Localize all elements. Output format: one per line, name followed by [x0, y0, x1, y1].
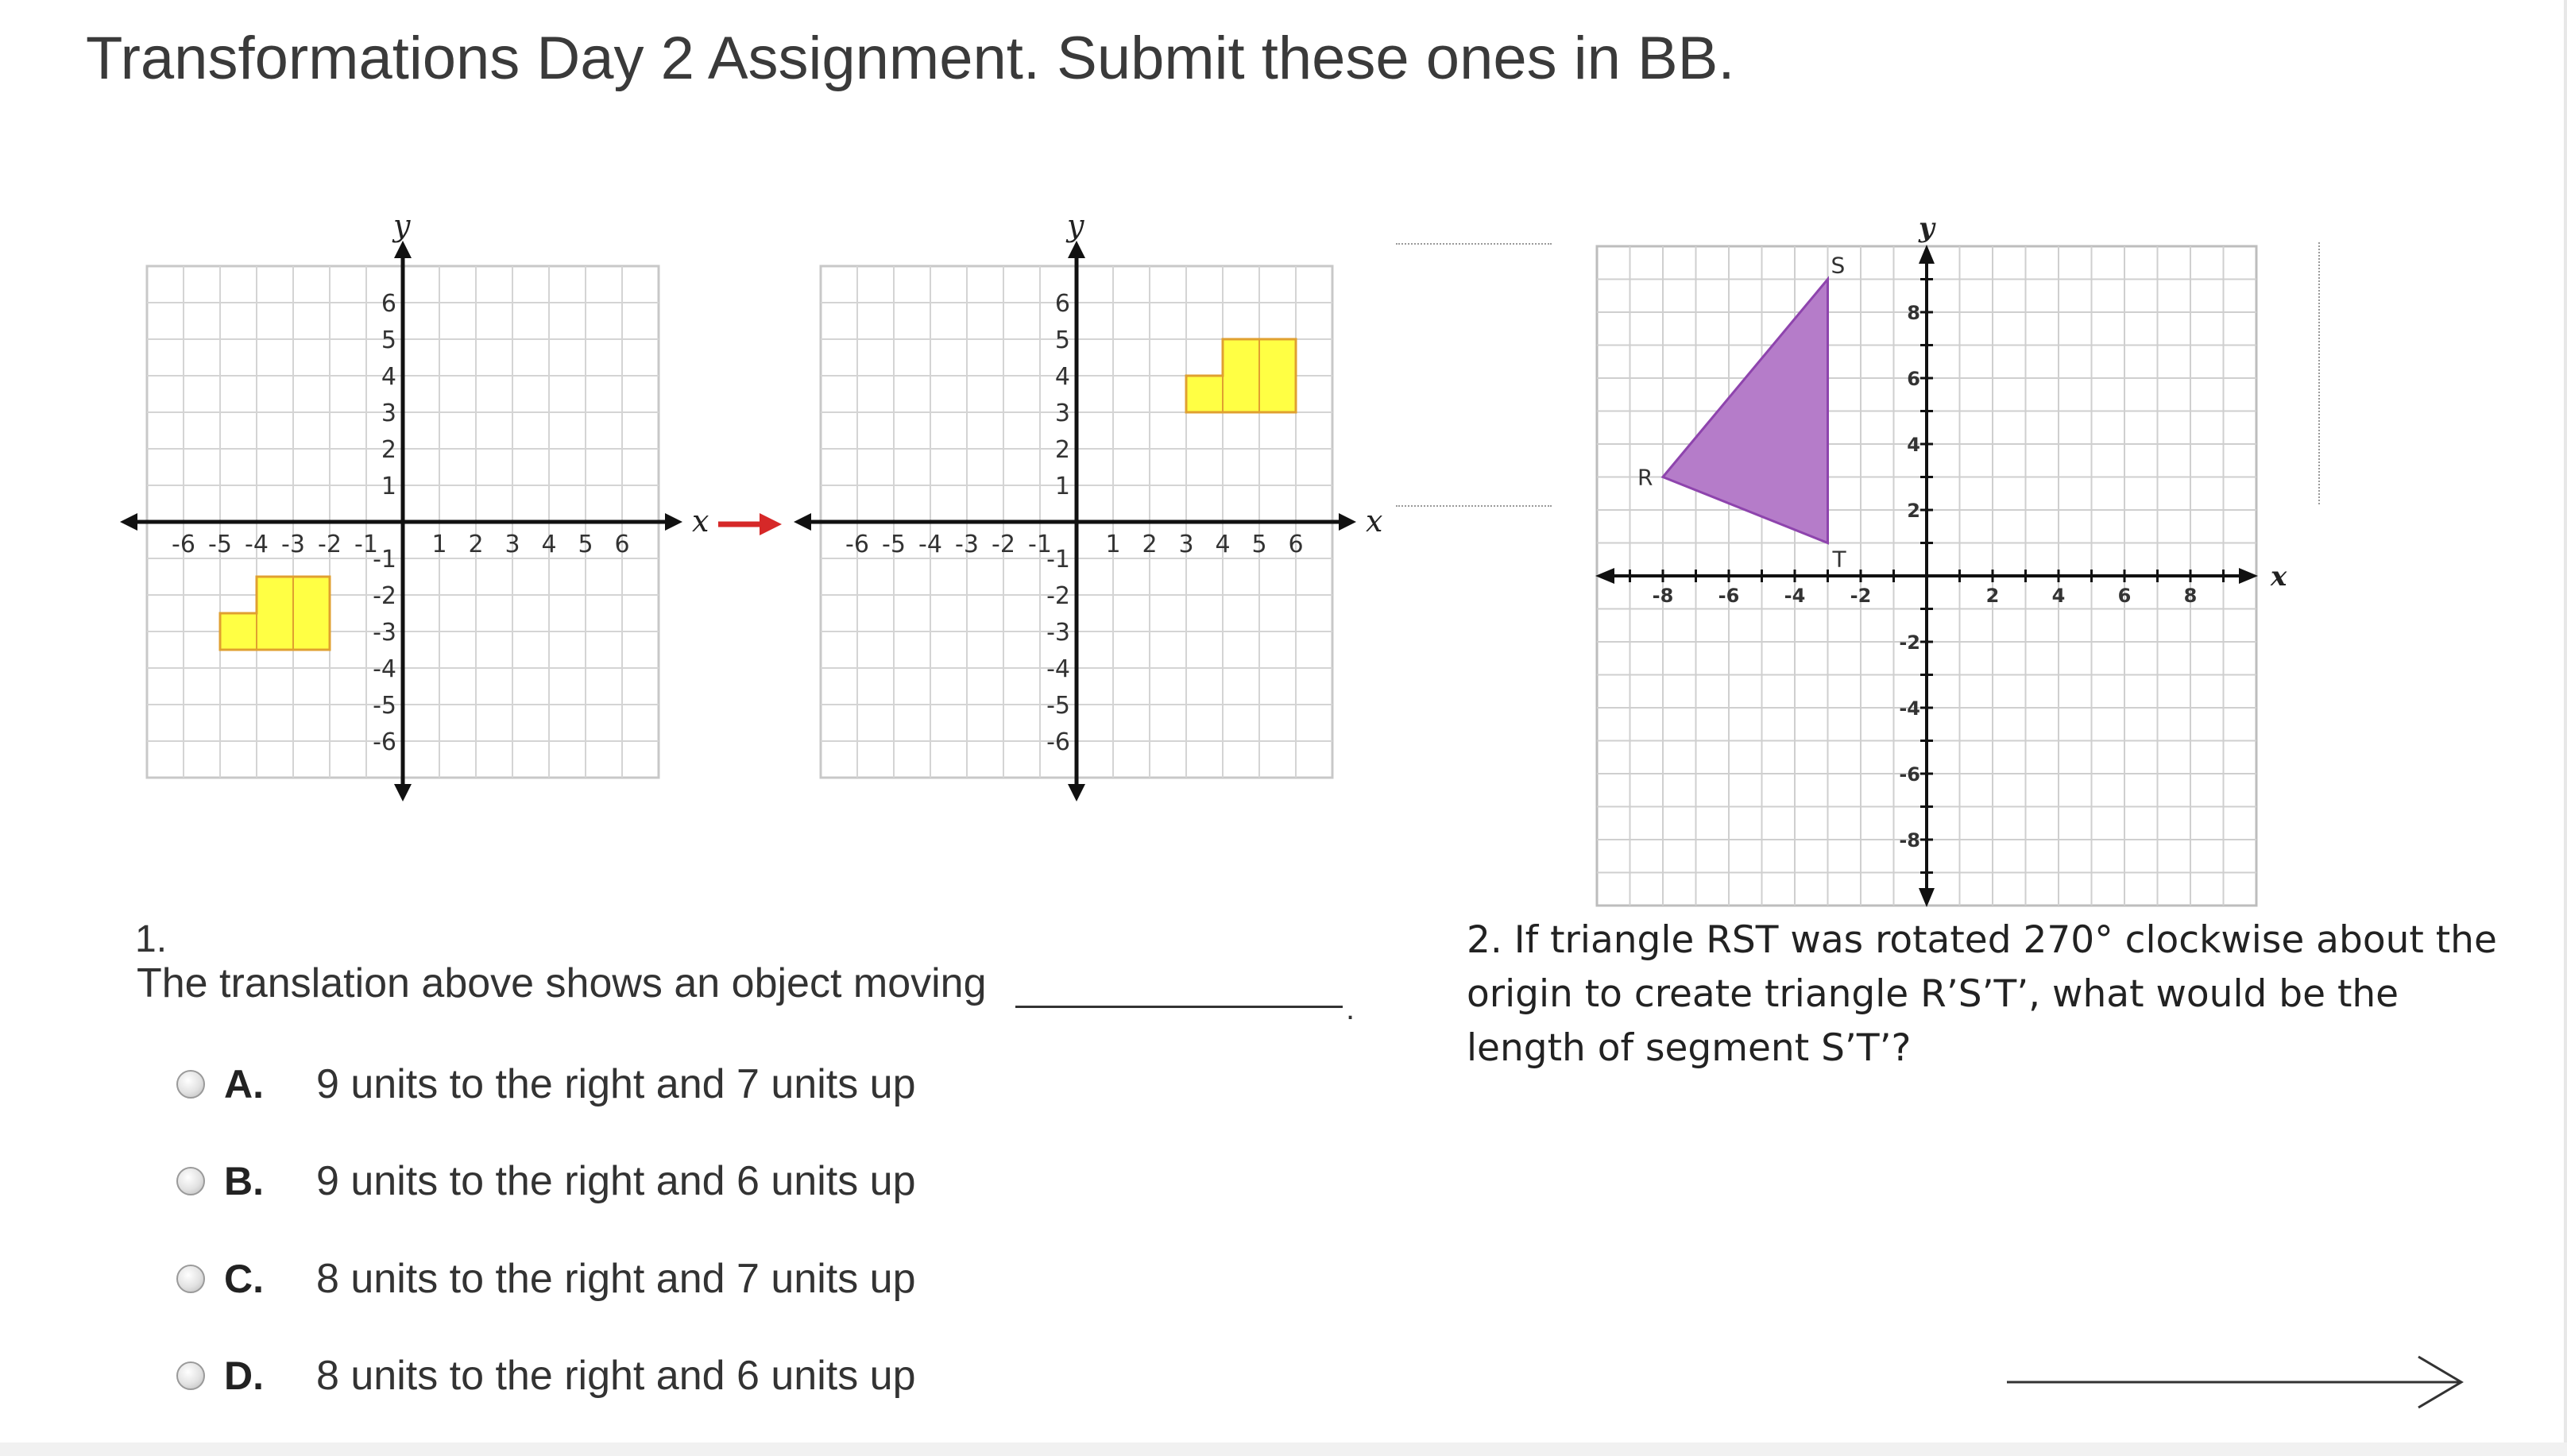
graph-2-y-tick-label: -3	[1046, 619, 1070, 647]
graph-3-y-tick-label: -4	[1899, 697, 1920, 720]
graph-3-x-tick-label: -8	[1652, 585, 1674, 607]
graph-1-x-tick-label: -1	[354, 531, 378, 558]
graph-1-y-axis-label: y	[393, 208, 411, 243]
radio-option-c[interactable]	[176, 1265, 205, 1293]
question-2-line-1: 2. If triangle RST was rotated 270° clockwise about the	[1467, 918, 2497, 962]
dotted-divider-right	[2318, 242, 2320, 504]
graph-1-original	[119, 208, 709, 794]
graph-2-x-tick-label: -2	[992, 531, 1015, 558]
graph-3-x-tick-label: 8	[2183, 585, 2198, 607]
graph-2-y-tick-label: 1	[1054, 473, 1070, 500]
vertex-label-s: S	[1831, 252, 1846, 279]
graph-3-triangle-rst	[1581, 210, 2312, 910]
graph-1-x-tick-label: 3	[505, 531, 520, 558]
graph-2-x-arrowhead-icon	[1339, 513, 1356, 531]
graph-1-x-tick-label: -5	[208, 531, 232, 558]
graph-2-y-tick-label: 2	[1054, 436, 1070, 464]
option-a-text: 9 units to the right and 7 units up	[316, 1061, 916, 1107]
translation-arrow-icon	[713, 508, 785, 540]
graph-3-x-axis-label: x	[2271, 561, 2287, 593]
graph-2-x-tick-label: 1	[1105, 531, 1121, 558]
option-b-letter: B.	[224, 1159, 264, 1203]
option-d-letter: D.	[224, 1354, 264, 1398]
graph-2-y-tick-label: -4	[1046, 655, 1070, 683]
graph-3-x-tick-label: -4	[1784, 585, 1806, 607]
graph-2-y-tick-label: 4	[1054, 363, 1070, 391]
graph-1-y-tick-label: 3	[381, 400, 396, 427]
graph-2-x-tick-label: -3	[955, 531, 979, 558]
slide-edge-right	[2564, 0, 2567, 1456]
graph-3-y-tick-label: 4	[1907, 434, 1920, 456]
graph-2-y-arrowhead-icon	[1068, 241, 1085, 258]
graph-1-y-tick-label: 1	[381, 473, 396, 500]
radio-option-a[interactable]	[176, 1070, 205, 1099]
graph-3-y-tick-label: 6	[1907, 368, 1920, 390]
graph-1-y-tick-label: 6	[381, 290, 396, 318]
graph-2-x-axis-label: x	[1366, 504, 1383, 539]
answer-blank-line	[1015, 1006, 1343, 1008]
graph-1-y-tick-label: 5	[381, 326, 396, 354]
question-1-text: The translation above shows an object moving	[137, 960, 987, 1006]
question-1-number: 1.	[135, 918, 168, 960]
graph-1-x-tick-label: 5	[578, 531, 593, 558]
graph-2-x-tick-label: 2	[1142, 531, 1158, 558]
graph-2-y-tick-label: -2	[1046, 582, 1070, 610]
graph-1-y-tick-label: -6	[373, 728, 396, 756]
option-a[interactable]	[176, 1059, 916, 1110]
graph-3-y-tick-label: 8	[1907, 302, 1920, 324]
graph-2-x-tick-label: -4	[918, 531, 942, 558]
graph-1-y-tick-label: -3	[373, 619, 396, 647]
graph-1-y-arrowhead-icon	[394, 241, 412, 258]
option-a-letter: A.	[224, 1062, 264, 1106]
dotted-divider-top	[1396, 243, 1552, 245]
graph-3-y-tick-label: -2	[1899, 631, 1920, 654]
graph-2-x-tick-label: 4	[1215, 531, 1231, 558]
graph-1-x-arrowhead-icon	[120, 513, 137, 531]
graph-1-y-tick-label: -1	[373, 546, 396, 574]
graph-2-y-tick-label: 5	[1054, 326, 1070, 354]
graph-1-x-tick-label: 2	[468, 531, 484, 558]
graph-3-x-tick-label: -6	[1718, 585, 1740, 607]
graph-2-y-tick-label: 3	[1054, 400, 1070, 427]
graph-1-y-tick-label: -5	[373, 692, 396, 720]
question-1-end-mark: .	[1346, 991, 1355, 1026]
graph-1-x-arrowhead-icon	[665, 513, 682, 531]
option-c-text: 8 units to the right and 7 units up	[316, 1256, 916, 1302]
graph-1-x-tick-label: -2	[318, 531, 342, 558]
graph-2-x-tick-label: 3	[1178, 531, 1194, 558]
graph-1-y-tick-label: -4	[373, 655, 396, 683]
graph-1-x-tick-label: 6	[614, 531, 630, 558]
page-title: Transformations Day 2 Assignment. Submit these ones in BB.	[86, 25, 1735, 92]
graph-3-y-tick-label: -8	[1899, 829, 1920, 852]
graph-1-y-arrowhead-icon	[394, 784, 412, 801]
graph-1-x-tick-label: -4	[245, 531, 269, 558]
question-2-text	[1467, 913, 2499, 1076]
vertex-label-r: R	[1637, 464, 1653, 491]
graph-1-y-tick-label: -2	[373, 582, 396, 610]
graph-2-x-arrowhead-icon	[794, 513, 811, 531]
graph-1-y-tick-label: 2	[381, 436, 396, 464]
graph-2-y-tick-label: -5	[1046, 692, 1070, 720]
radio-option-d[interactable]	[176, 1361, 205, 1390]
option-b[interactable]	[176, 1156, 916, 1207]
graph-3-x-tick-label: 4	[2051, 585, 2066, 607]
graph-1-x-axis-label: x	[692, 504, 709, 539]
option-c[interactable]	[176, 1253, 916, 1304]
graph-3-y-tick-label: -6	[1899, 763, 1920, 786]
graph-1-x-tick-label: 4	[541, 531, 557, 558]
slide-edge-bottom	[0, 1442, 2567, 1456]
graph-1-y-tick-label: 4	[381, 363, 396, 391]
graph-3-y-axis-label: y	[1919, 212, 1935, 244]
question-2-line-2: origin to create triangle R’S’T’, what would be the	[1467, 972, 2399, 1016]
graph-2-y-tick-label: 6	[1054, 290, 1070, 318]
graph-3-x-tick-label: -2	[1850, 585, 1872, 607]
graph-2-x-tick-label: -5	[882, 531, 906, 558]
right-arrow-icon[interactable]	[2005, 1350, 2466, 1414]
graph-2-x-tick-label: 5	[1251, 531, 1267, 558]
dotted-divider-middle	[1396, 505, 1552, 507]
graph-2-y-tick-label: -1	[1046, 546, 1070, 574]
graph-2-x-tick-label: -1	[1028, 531, 1052, 558]
graph-2-y-arrowhead-icon	[1068, 784, 1085, 801]
option-b-text: 9 units to the right and 6 units up	[316, 1158, 916, 1204]
graph-3-y-tick-label: 2	[1907, 500, 1920, 522]
graph-3-x-tick-label: 2	[1985, 585, 2000, 607]
vertex-label-t: T	[1832, 546, 1846, 573]
option-c-letter: C.	[224, 1257, 264, 1301]
question-2-line-3: length of segment S’T’?	[1467, 1026, 1912, 1070]
graph-2-x-tick-label: -6	[845, 531, 869, 558]
option-d[interactable]	[176, 1350, 916, 1401]
graph-1-x-tick-label: 1	[431, 531, 447, 558]
graph-2-y-tick-label: -6	[1046, 728, 1070, 756]
graph-2-translated	[793, 208, 1383, 794]
graph-3-x-tick-label: 6	[2117, 585, 2132, 607]
graph-1-x-tick-label: -3	[281, 531, 305, 558]
graph-1-x-tick-label: -6	[172, 531, 195, 558]
option-d-text: 8 units to the right and 6 units up	[316, 1353, 916, 1399]
radio-option-b[interactable]	[176, 1167, 205, 1195]
graph-2-x-tick-label: 6	[1288, 531, 1304, 558]
graph-2-y-axis-label: y	[1067, 208, 1084, 243]
